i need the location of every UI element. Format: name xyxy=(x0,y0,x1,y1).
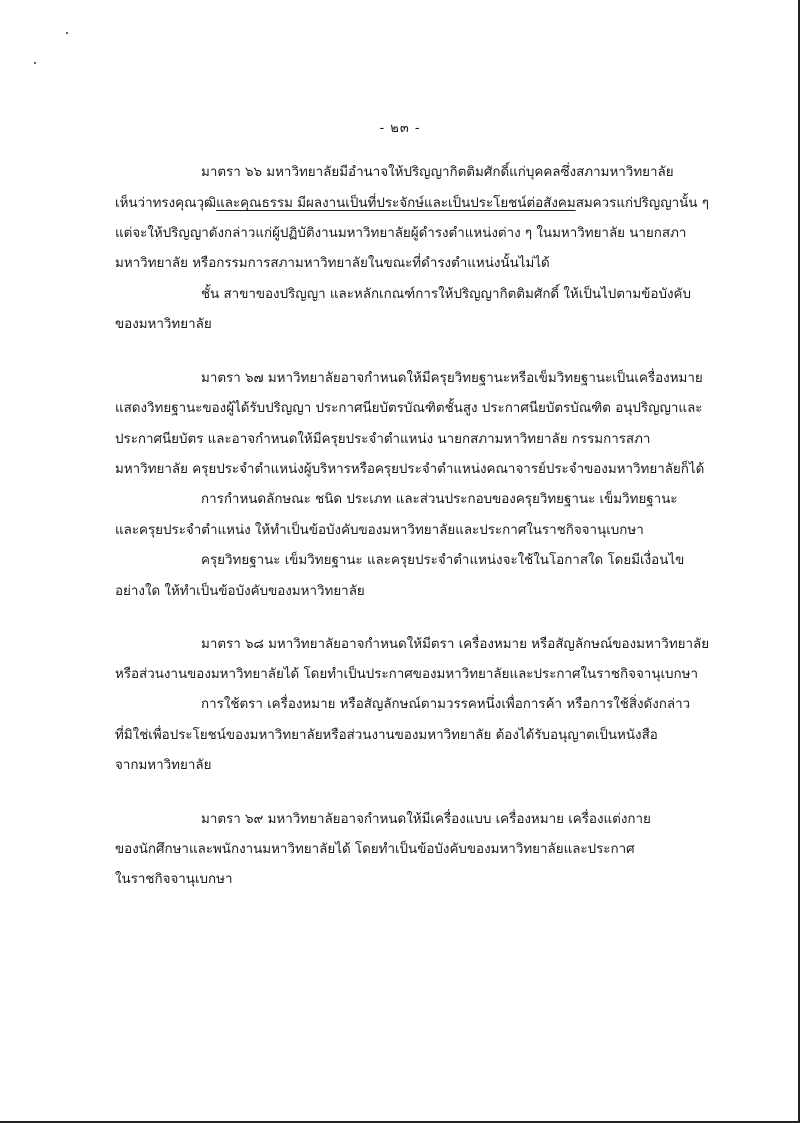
section-69-line-2: ของนักศึกษาและพนักงานมหาวิทยาลัยได้ โดยทำเป็นข้อบังคับของมหาวิทยาลัยและประกาศ xyxy=(115,842,635,857)
section-66-line-2-start: เห็นว่าทรงคุณวุฒิ xyxy=(115,196,217,211)
section-67-line-4: มหาวิทยาลัย ครุยประจำตำแหน่งผู้บริหารหรือครุยประจำตำแหน่งคณาจารย์ประจำของมหาวิทยาลัยก็ได้ xyxy=(115,462,705,477)
section-67-line-5: การกำหนดลักษณะ ชนิด ประเภท และส่วนประกอบของครุยวิทยฐานะ เข็มวิทยฐานะ xyxy=(201,492,678,507)
section-69-line-3: ในราชกิจจานุเบกษา xyxy=(115,872,233,887)
section-66-line-4: มหาวิทยาลัย หรือกรรมการสภามหาวิทยาลัยในขณะที่ดำรงตำแหน่งนั้นไม่ได้ xyxy=(115,256,550,271)
scan-speck xyxy=(66,32,68,34)
section-67-line-6: และครุยประจำตำแหน่ง ให้ทำเป็นข้อบังคับของมหาวิทยาลัยและประกาศในราชกิจจานุเบกษา xyxy=(115,523,644,538)
section-67-line-1: มาตรา ๖๗ มหาวิทยาลัยอาจกำหนดให้มีครุยวิทยฐานะหรือเข็มวิทยฐานะเป็นเครื่องหมาย xyxy=(201,371,703,386)
section-67-line-3: ประกาศนียบัตร และอาจกำหนดให้มีครุยประจำตำแหน่ง นายกสภามหาวิทยาลัย กรรมการสภา xyxy=(115,432,651,447)
scan-speck xyxy=(34,62,36,64)
section-67-line-8: อย่างใด ให้ทำเป็นข้อบังคับของมหาวิทยาลัย xyxy=(115,584,365,599)
section-67-line-2: แสดงวิทยฐานะของผู้ได้รับปริญญา ประกาศนียบัตรบัณฑิตชั้นสูง ประกาศนียบัตรบัณฑิต อนุปริญญาและ xyxy=(115,401,703,416)
section-66-underlined-phrase: และคุณธรรม มีผลงานเป็นที่ประจักษ์และเป็นประโยชน์ต่อสังคม xyxy=(216,196,576,211)
section-66-line-5: ชั้น สาขาของปริญญา และหลักเกณฑ์การให้ปริญญากิตติมศักดิ์ ให้เป็นไปตามข้อบังคับ xyxy=(201,287,691,302)
section-66-line-3: แต่จะให้ปริญญาดังกล่าวแก่ผู้ปฏิบัติงานมหาวิทยาลัยผู้ดำรงตำแหน่งต่าง ๆ ในมหาวิทยาลัย นายกสภา xyxy=(115,226,687,241)
section-66-line-2-end: สมควรแก่ปริญญานั้น ๆ xyxy=(575,196,709,211)
section-66-line-6: ของมหาวิทยาลัย xyxy=(115,317,212,332)
section-66-line-2 xyxy=(115,194,709,214)
section-68-line-4: ที่มิใช่เพื่อประโยชน์ของมหาวิทยาลัยหรือส่วนงานของมหาวิทยาลัย ต้องได้รับอนุญาตเป็นหนังสือ xyxy=(115,728,658,743)
section-67-line-7: ครุยวิทยฐานะ เข็มวิทยฐานะ และครุยประจำตำแหน่งจะใช้ในโอกาสใด โดยมีเงื่อนไข xyxy=(201,553,685,568)
section-68-line-2: หรือส่วนงานของมหาวิทยาลัยได้ โดยทำเป็นประกาศของมหาวิทยาลัยและประกาศในราชกิจจานุเบกษา xyxy=(115,667,699,682)
page-number: - ๒๓ - xyxy=(379,121,421,136)
section-68-line-5: จากมหาวิทยาลัย xyxy=(115,758,212,773)
section-69-line-1: มาตรา ๖๙ มหาวิทยาลัยอาจกำหนดให้มีเครื่องแบบ เครื่องหมาย เครื่องแต่งกาย xyxy=(201,812,651,827)
section-68-line-3: การใช้ตรา เครื่องหมาย หรือสัญลักษณ์ตามวรรคหนึ่งเพื่อการค้า หรือการใช้สิ่งดังกล่าว xyxy=(201,697,691,712)
section-68-line-1: มาตรา ๖๘ มหาวิทยาลัยอาจกำหนดให้มีตรา เครื่องหมาย หรือสัญลักษณ์ของมหาวิทยาลัย xyxy=(201,637,710,652)
section-66-line-1: มาตรา ๖๖ มหาวิทยาลัยมีอำนาจให้ปริญญากิตติมศักดิ์แก่บุคคลซึ่งสภามหาวิทยาลัย xyxy=(201,165,674,180)
